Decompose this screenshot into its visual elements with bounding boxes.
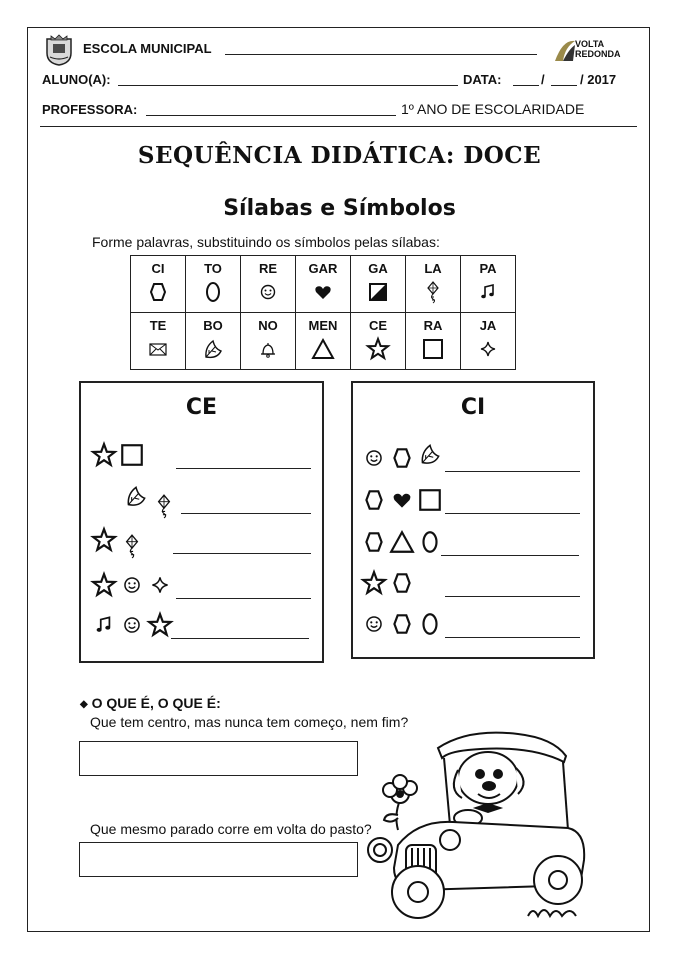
ce-answer-line[interactable] (171, 638, 309, 639)
leaf-icon (123, 483, 149, 514)
ci-row-3 (353, 525, 593, 557)
syllable-cell-re (241, 256, 296, 313)
date-day-field[interactable] (513, 73, 539, 86)
date-label: DATA: (463, 72, 502, 87)
syllable-cell-to (186, 256, 241, 313)
ci-answer-line[interactable] (445, 596, 580, 597)
ce-row-1 (81, 438, 322, 470)
date-year: / 2017 (580, 72, 617, 87)
school-label: ESCOLA MUNICIPAL (83, 41, 212, 56)
riddle-answer-1[interactable] (79, 741, 358, 776)
star-icon (351, 337, 405, 363)
triangle-icon (389, 529, 415, 560)
teacher-name-field[interactable] (146, 103, 396, 116)
syllable-label: CE (368, 318, 388, 333)
syllable-table (130, 255, 516, 370)
ce-answer-line[interactable] (176, 468, 311, 469)
page-title: SEQUÊNCIA DIDÁTICA: DOCE (137, 142, 542, 169)
syllable-label: NO (258, 318, 278, 333)
half-square-icon (351, 280, 405, 306)
syllable-cell-gar (296, 256, 351, 313)
syllable-label: TE (149, 318, 167, 333)
syllable-label: LA (424, 261, 442, 276)
school-name-field[interactable] (225, 42, 537, 55)
syllable-cell-la (406, 256, 461, 313)
hexagon-icon (361, 487, 387, 518)
ci-row-4 (353, 566, 593, 598)
star-icon (91, 572, 117, 603)
kite-icon (119, 533, 145, 564)
ci-box (351, 381, 595, 659)
syllable-label: BO (203, 318, 223, 333)
heart-icon (296, 280, 350, 306)
star-icon (361, 570, 387, 601)
smiley-icon (241, 280, 295, 306)
square-icon (119, 442, 145, 473)
header-divider (40, 126, 637, 127)
syllable-label: RA (423, 318, 443, 333)
date-month-field[interactable] (551, 73, 577, 86)
leaf-icon (417, 441, 443, 472)
kite-icon (151, 493, 177, 524)
syllable-cell-ra (406, 313, 461, 370)
heart-icon (389, 487, 415, 518)
kite-icon (406, 280, 460, 306)
student-name-field[interactable] (118, 73, 458, 86)
sparkle-icon (461, 337, 515, 363)
syllable-cell-ci (131, 256, 186, 313)
syllable-label: RE (258, 261, 278, 276)
riddle-question-2: Que mesmo parado corre em volta do pasto? (90, 821, 372, 837)
page-subtitle: Sílabas e Símbolos (223, 196, 456, 221)
triangle-icon (296, 337, 350, 363)
riddle-heading: ◆ O QUE É, O QUE É: (80, 695, 221, 711)
hexagon-icon (389, 611, 415, 642)
ce-row-3 (81, 523, 322, 555)
syllable-label: TO (204, 261, 222, 276)
student-label: ALUNO(A): (42, 72, 111, 87)
ci-answer-line[interactable] (441, 555, 579, 556)
syllable-cell-pa (461, 256, 516, 313)
syllable-cell-no (241, 313, 296, 370)
school-crest-icon (42, 33, 76, 67)
hexagon-icon (131, 280, 185, 306)
star-icon (91, 527, 117, 558)
syllable-cell-te (131, 313, 186, 370)
ci-row-1 (353, 441, 593, 473)
bell-icon (241, 337, 295, 363)
ci-row-2 (353, 483, 593, 515)
ce-row-2 (81, 483, 322, 515)
syllable-cell-ga (351, 256, 406, 313)
syllable-label: GAR (308, 261, 338, 276)
hexagon-icon (389, 445, 415, 476)
ce-answer-line[interactable] (181, 513, 311, 514)
oval-icon (417, 611, 443, 642)
square-icon (406, 337, 460, 363)
syllable-label: PA (479, 261, 497, 276)
syllable-cell-men (296, 313, 351, 370)
square-icon (417, 487, 443, 518)
smiley-icon (361, 611, 387, 642)
smiley-icon (119, 612, 145, 643)
ci-answer-line[interactable] (445, 513, 580, 514)
car-illustration (358, 720, 598, 925)
music-note-icon (91, 612, 117, 643)
ci-row-5 (353, 607, 593, 639)
oval-icon (186, 280, 240, 306)
ce-box-title: CE (185, 395, 218, 420)
syllable-cell-ja (461, 313, 516, 370)
ce-box (79, 381, 324, 663)
instruction-text: Forme palavras, substituindo os símbolos pelas sílabas: (92, 234, 440, 250)
syllable-label: CI (151, 261, 165, 276)
ce-answer-line[interactable] (173, 553, 311, 554)
grade-label: 1º ANO DE ESCOLARIDADE (401, 101, 585, 117)
syllable-cell-ce (351, 313, 406, 370)
hexagon-icon (361, 529, 387, 560)
syllable-label: MEN (308, 318, 338, 333)
ce-row-4 (81, 568, 322, 600)
star-icon (91, 442, 117, 473)
envelope-icon (131, 337, 185, 363)
leaf-icon (186, 337, 240, 363)
smiley-icon (361, 445, 387, 476)
ci-answer-line[interactable] (445, 471, 580, 472)
teacher-label: PROFESSORA: (42, 102, 138, 117)
smiley-icon (119, 572, 145, 603)
syllable-label: GA (368, 261, 388, 276)
syllable-cell-bo (186, 313, 241, 370)
riddle-answer-2[interactable] (79, 842, 358, 877)
ci-answer-line[interactable] (445, 637, 580, 638)
sparkle-icon (147, 572, 173, 603)
star-icon (147, 612, 173, 643)
syllable-label: JA (479, 318, 497, 333)
ce-answer-line[interactable] (176, 598, 311, 599)
ce-row-5 (81, 608, 322, 640)
oval-icon (417, 529, 443, 560)
riddle-question-1: Que tem centro, mas nunca tem começo, nem fim? (90, 714, 409, 730)
ci-box-title: CI (460, 395, 486, 420)
music-note-icon (461, 280, 515, 306)
hexagon-icon (389, 570, 415, 601)
volta-redonda-logo: VOLTA REDONDA (553, 35, 617, 65)
